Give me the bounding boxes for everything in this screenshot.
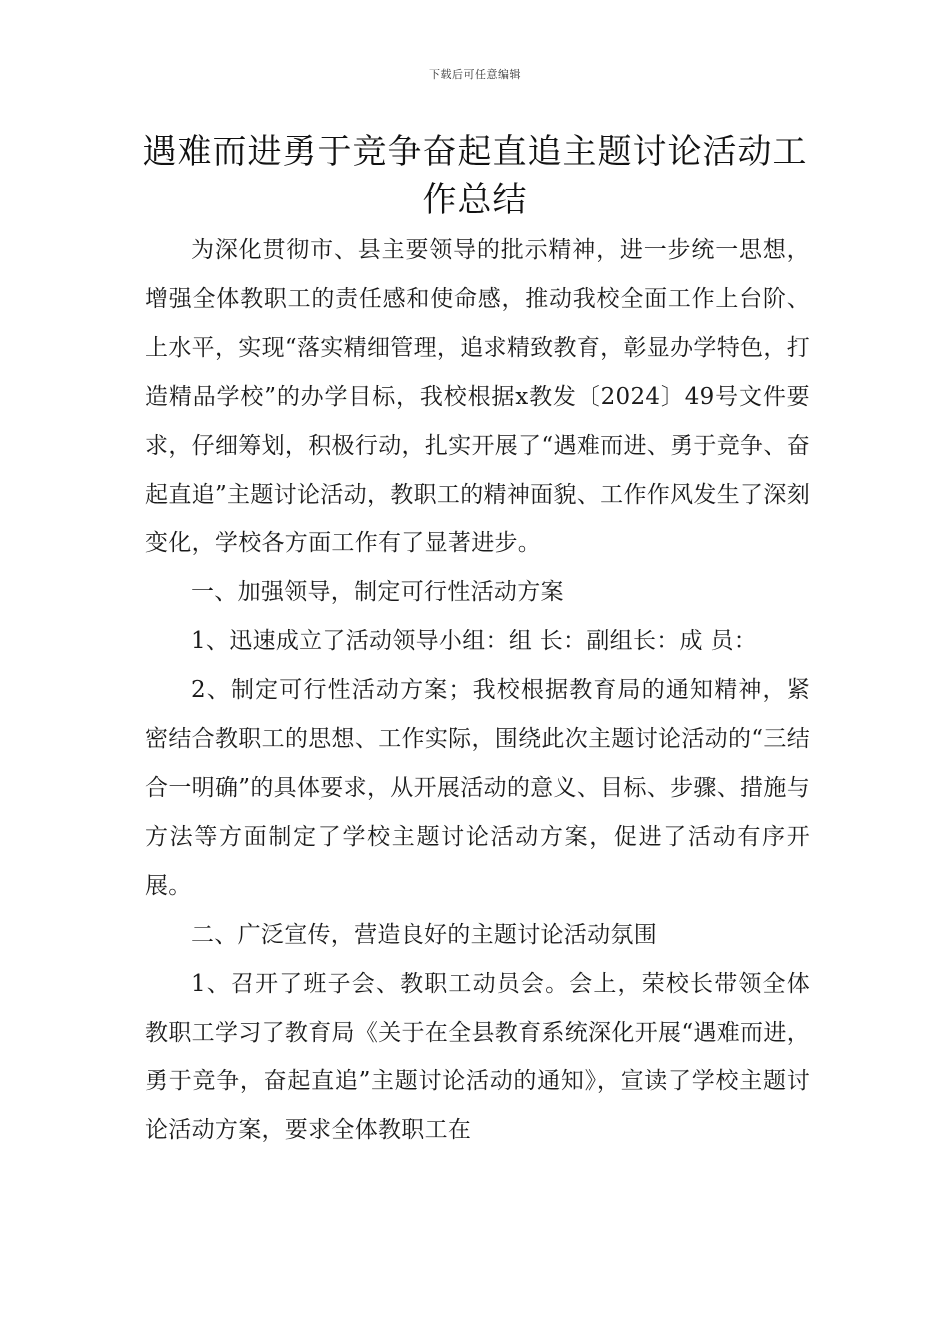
document-title: 遇难而进勇于竞争奋起直追主题讨论活动工作总结 — [142, 132, 808, 220]
paragraph-1-2: 2、制定可行性活动方案；我校根据教育局的通知精神，紧密结合教职工的思想、工作实际，围绕此次主题讨论活动的“三结合一明确”的具体要求，从开展活动的意义、目标、步骤、措施与方法等方面制定了学校主题讨论活动方案，促进了活动有序开展。 — [145, 677, 810, 899]
paragraph-intro: 为深化贯彻市、县主要领导的批示精神，进一步统一思想，增强全体教职工的责任感和使命感，推动我校全面工作上台阶、上水平，实现“落实精细管理，追求精致教育，彰显办学特色，打造精品学校”的办学目标，我校根据x教发〔2024〕49号文件要求，仔细筹划，积极行动，扎实开展了“遇难而进、勇于竞争、奋起直追”主题讨论活动，教职工的精神面貌、工作作风发生了深刻变化，学校各方面工作有了显著进步。 — [145, 237, 810, 557]
section-heading-1: 一、加强领导，制定可行性活动方案 — [191, 579, 564, 606]
header-note: 下载后可任意编辑 — [429, 68, 521, 81]
paragraph-1-1: 1、迅速成立了活动领导小组：组 长：副组长：成 员： — [191, 628, 758, 655]
paragraph-2-1: 1、召开了班子会、教职工动员会。会上，荣校长带领全体教职工学习了教育局《关于在全县教育系统深化开展“遇难而进，勇于竞争，奋起直追”主题讨论活动的通知》，宣读了学校主题讨论活动方案，要求全体教职工在 — [145, 970, 810, 1144]
section-heading-2: 二、广泛宣传，营造良好的主题讨论活动氛围 — [191, 921, 657, 948]
document-body — [145, 226, 810, 1155]
